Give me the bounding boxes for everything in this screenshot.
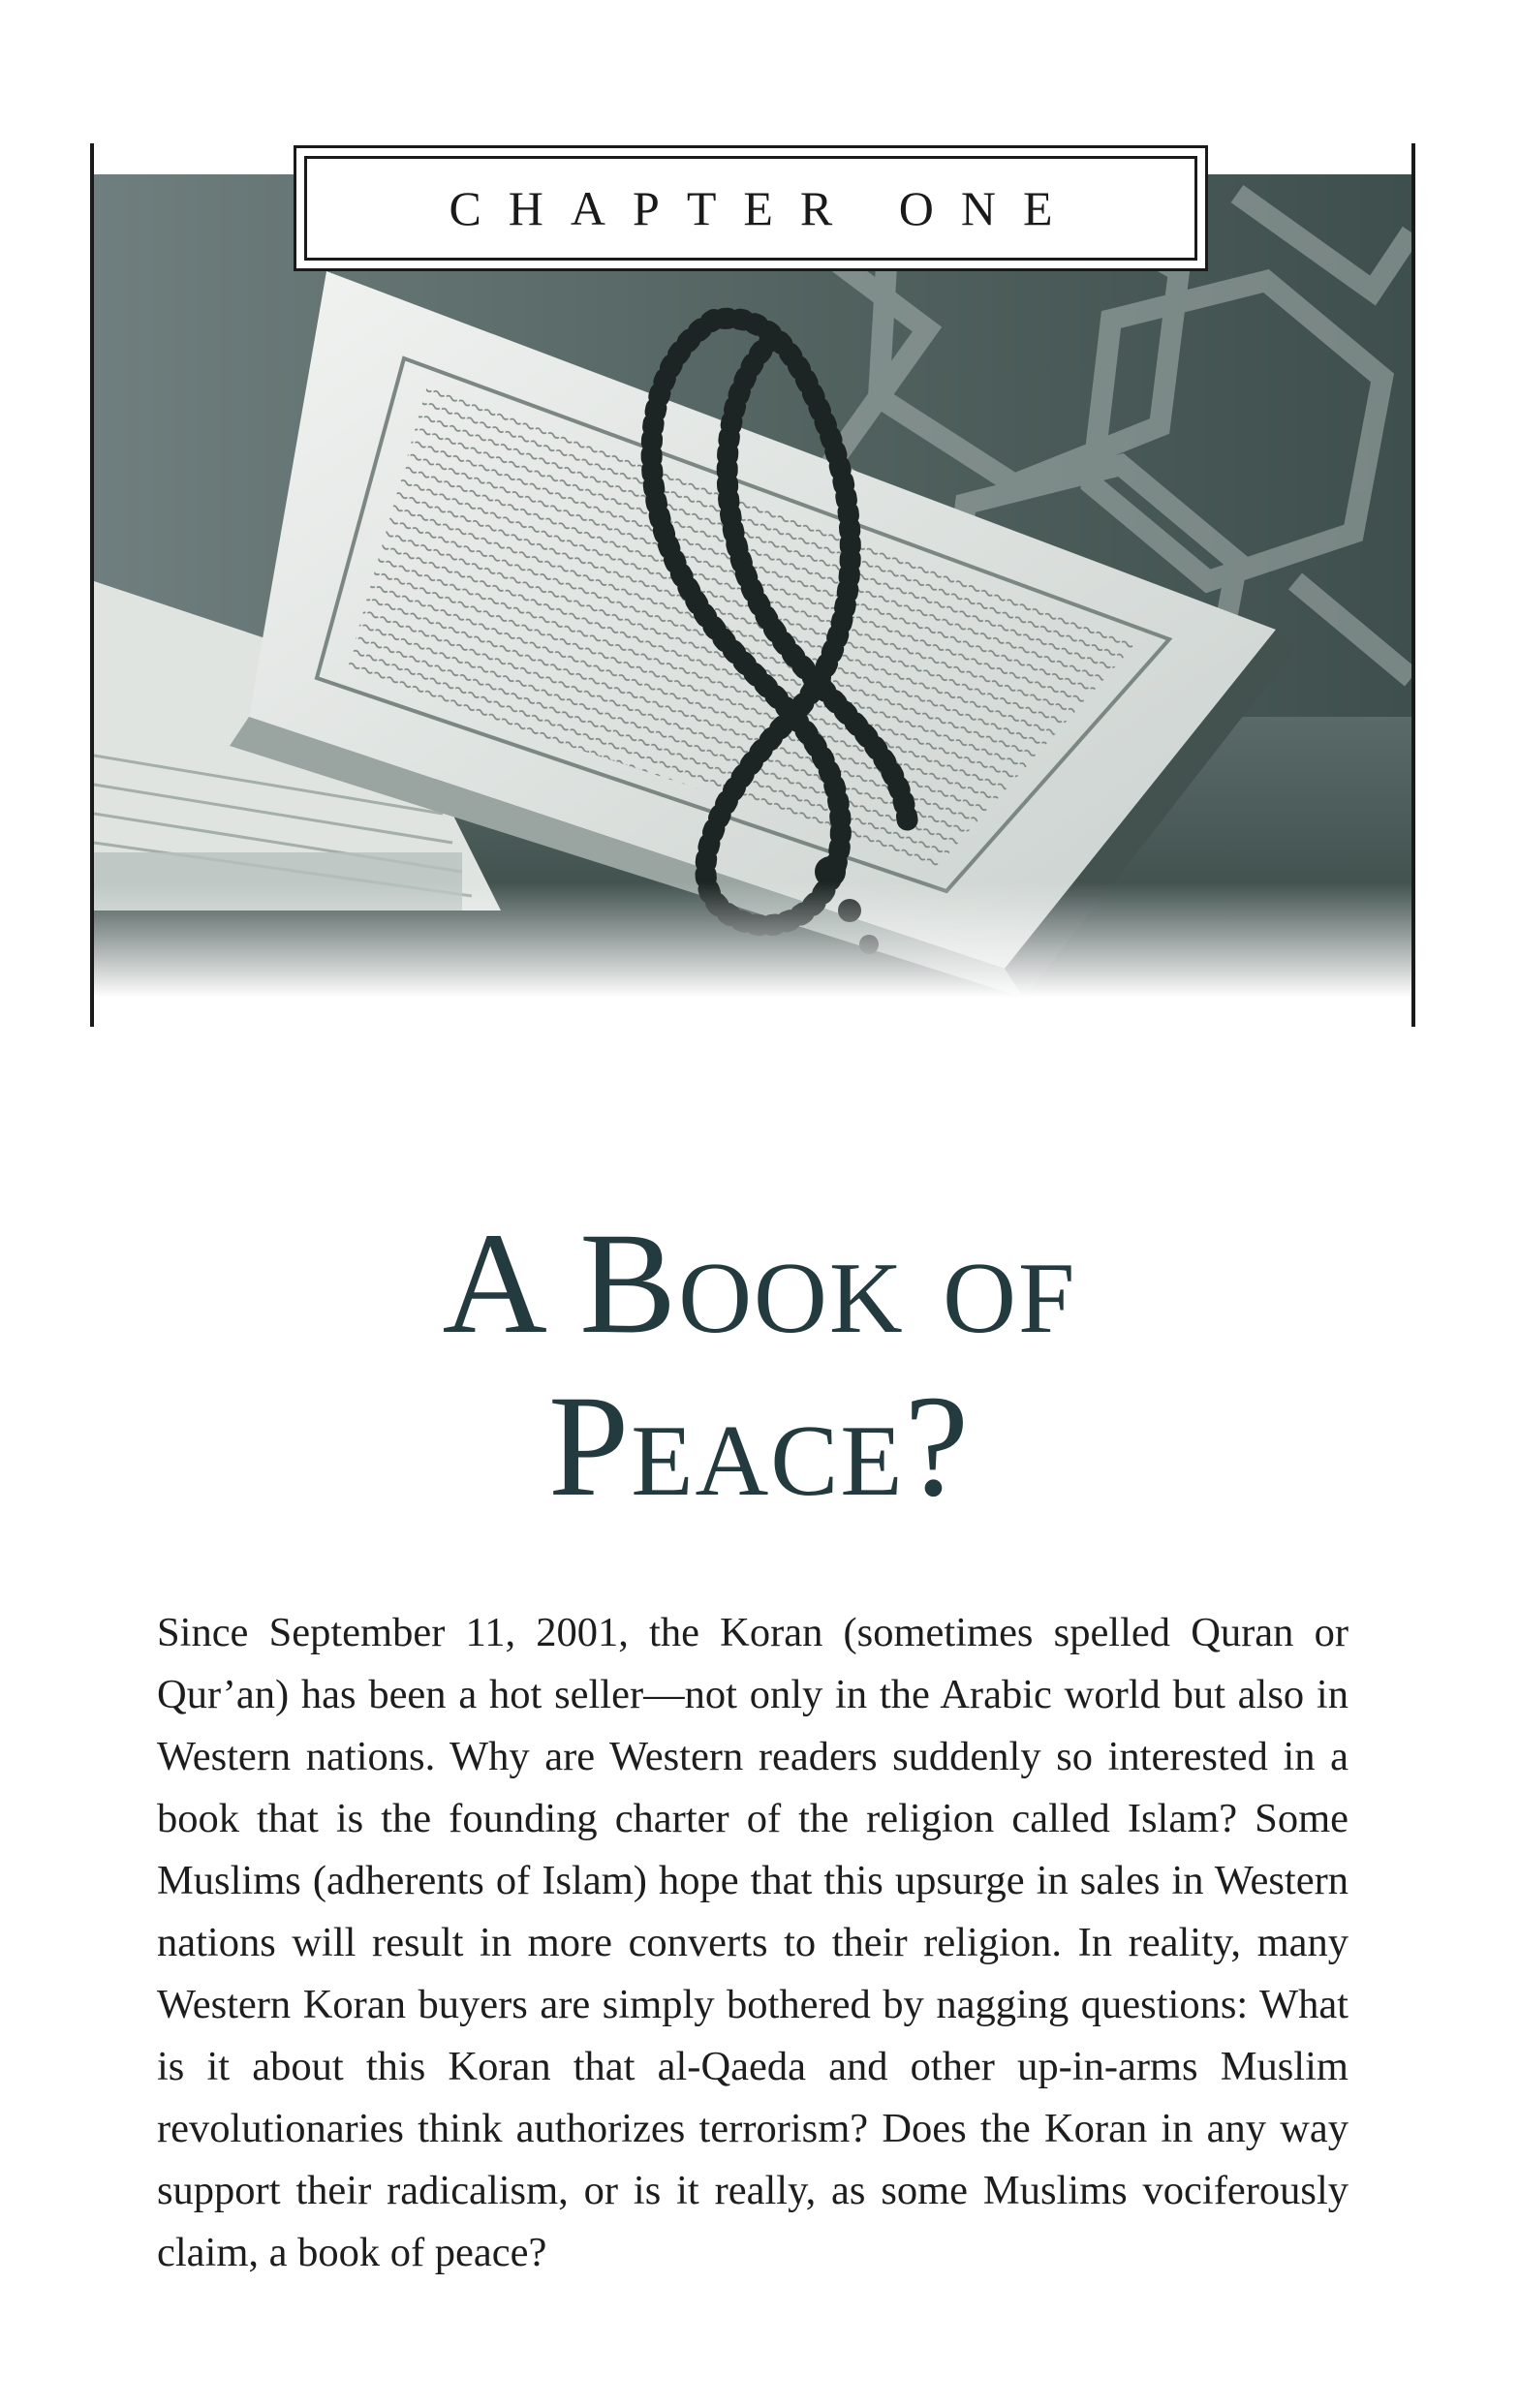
chapter-title-line-1: A Book of bbox=[442, 1203, 1077, 1364]
chapter-heading-inner-frame bbox=[304, 156, 1197, 261]
chapter-label: CHAPTER ONE bbox=[449, 181, 1080, 235]
chapter-photo bbox=[94, 174, 1411, 998]
chapter-title-line-2: Peace? bbox=[547, 1366, 972, 1527]
body-paragraph: Since September 11, 2001, the Koran (sometimes spelled Quran or Qur’an) has been a hot seller—not only in the Arabic world but also in Western nations. Why are Western readers suddenly so interested in a book that is the founding charter of the religion called Islam? Some Muslims (adherents of Islam) hope that this upsurge in sales in Western nations will result in more converts to their religion. In reality, many Western Koran buyers are simply bothered by nagging questions: What is it about this Koran that al-Qaeda and other up-in-arms Muslim revolutionaries think authorizes terrorism? Does the Koran in any way support their radicalism, or is it really, as some Muslims vociferously claim, a book of peace? bbox=[157, 1610, 1348, 2275]
chapter-heading-box bbox=[294, 145, 1208, 271]
body-text bbox=[157, 1602, 1348, 2284]
chapter-title bbox=[0, 1203, 1519, 1536]
right-vertical-rule bbox=[1411, 143, 1415, 1027]
